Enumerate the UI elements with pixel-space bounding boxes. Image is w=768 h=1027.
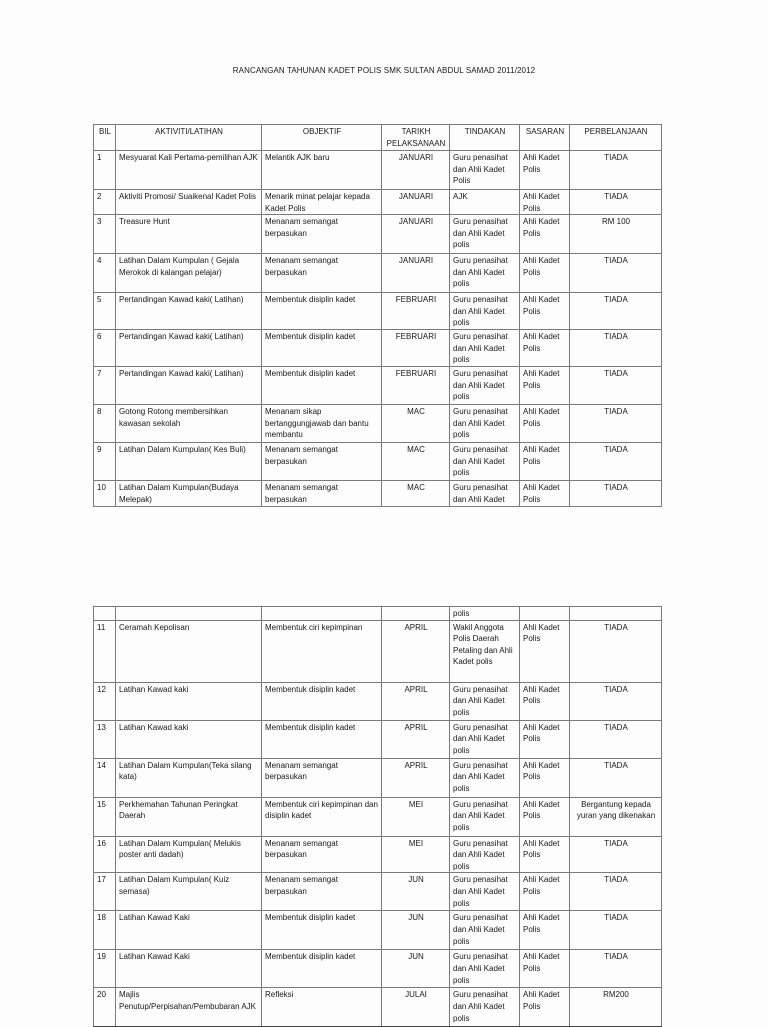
cell-objektif: Membentuk disiplin kadet (262, 911, 382, 950)
carry-sasaran (520, 607, 570, 621)
cell-tindakan: Guru penasihat dan Ahli Kadet polis (450, 873, 520, 911)
cell-aktiviti: Pertandingan Kawad kaki( Latihan) (116, 293, 262, 330)
cell-objektif: Membentuk disiplin kadet (262, 950, 382, 988)
cell-bil: 12 (94, 682, 116, 720)
cell-bil: 3 (94, 215, 116, 254)
cell-aktiviti: Latihan Dalam Kumpulan ( Gejala Merokok di kalangan pelajar) (116, 254, 262, 293)
cell-aktiviti: Latihan Dalam Kumpulan( Kuiz semasa) (116, 873, 262, 911)
cell-tindakan: Guru penasihat dan Ahli Kadet polis (450, 215, 520, 254)
cell-tarikh: MEI (382, 797, 450, 836)
cell-bil: 7 (94, 367, 116, 405)
cell-tindakan: Guru penasihat dan Ahli Kadet polis (450, 405, 520, 443)
table-row (94, 215, 662, 254)
cell-objektif: Menanam semangat berpasukan (262, 481, 382, 507)
cell-tarikh: FEBRUARI (382, 293, 450, 330)
document-title: RANCANGAN TAHUNAN KADET POLIS SMK SULTAN ABDUL SAMAD 2011/2012 (232, 66, 536, 75)
cell-perbelanjaan: TIADA (570, 836, 662, 873)
cell-tarikh: APRIL (382, 758, 450, 797)
header-objektif: OBJEKTIF (262, 125, 382, 151)
cell-bil: 5 (94, 293, 116, 330)
plan-table-part-1 (93, 124, 662, 507)
cell-tarikh: JANUARI (382, 215, 450, 254)
table-row (94, 405, 662, 443)
table-row (94, 682, 662, 720)
cell-aktiviti: Latihan Dalam Kumpulan(Budaya Melepak) (116, 481, 262, 507)
cell-objektif: Refleksi (262, 988, 382, 1027)
cell-sasaran: Ahli Kadet Polis (520, 950, 570, 988)
cell-sasaran: Ahli Kadet Polis (520, 911, 570, 950)
table-row (94, 330, 662, 367)
cell-tindakan: Guru penasihat dan Ahli Kadet polis (450, 293, 520, 330)
table-row (94, 836, 662, 873)
cell-tindakan: Guru penasihat dan Ahli Kadet polis (450, 367, 520, 405)
cell-tarikh: JULAI (382, 988, 450, 1027)
cell-tarikh: MAC (382, 405, 450, 443)
table-row (94, 190, 662, 215)
cell-sasaran: Ahli Kadet Polis (520, 758, 570, 797)
cell-perbelanjaan: TIADA (570, 911, 662, 950)
table-row (94, 988, 662, 1027)
cell-tarikh: FEBRUARI (382, 330, 450, 367)
carry-over-row (94, 607, 662, 621)
cell-aktiviti: Pertandingan Kawad kaki( Latihan) (116, 330, 262, 367)
cell-bil: 1 (94, 151, 116, 190)
cell-bil: 6 (94, 330, 116, 367)
cell-sasaran: Ahli Kadet Polis (520, 293, 570, 330)
cell-perbelanjaan: TIADA (570, 720, 662, 758)
cell-perbelanjaan: TIADA (570, 620, 662, 682)
cell-perbelanjaan: Bergantung kepada yuran yang dikenakan (570, 797, 662, 836)
carry-tindakan: polis (450, 607, 520, 621)
cell-aktiviti: Latihan Kawad Kaki (116, 950, 262, 988)
cell-objektif: Menanam semangat berpasukan (262, 758, 382, 797)
header-aktiviti: AKTIVITI/LATIHAN (116, 125, 262, 151)
cell-objektif: Membentuk ciri kepimpinan (262, 620, 382, 682)
cell-tarikh: JANUARI (382, 151, 450, 190)
cell-bil: 19 (94, 950, 116, 988)
cell-sasaran: Ahli Kadet Polis (520, 988, 570, 1027)
cell-sasaran: Ahli Kadet Polis (520, 443, 570, 481)
cell-perbelanjaan: TIADA (570, 293, 662, 330)
cell-perbelanjaan: RM 100 (570, 215, 662, 254)
cell-tindakan: Guru penasihat dan Ahli Kadet polis (450, 950, 520, 988)
cell-sasaran: Ahli Kadet Polis (520, 151, 570, 190)
cell-bil: 2 (94, 190, 116, 215)
carry-perbelanjaan (570, 607, 662, 621)
cell-objektif: Menanam semangat berpasukan (262, 215, 382, 254)
carry-aktiviti (116, 607, 262, 621)
header-bil: BIL (94, 125, 116, 151)
cell-sasaran: Ahli Kadet Polis (520, 836, 570, 873)
cell-tindakan: Guru penasihat dan Ahli Kadet polis (450, 254, 520, 293)
cell-tindakan: Guru penasihat dan Ahli Kadet polis (450, 758, 520, 797)
cell-tindakan: Guru penasihat dan Ahli Kadet polis (450, 911, 520, 950)
cell-perbelanjaan: TIADA (570, 254, 662, 293)
cell-tindakan: Guru penasihat dan Ahli Kadet Polis (450, 151, 520, 190)
table-row (94, 911, 662, 950)
cell-tindakan: Guru penasihat dan Ahli Kadet polis (450, 797, 520, 836)
cell-bil: 16 (94, 836, 116, 873)
cell-tarikh: MAC (382, 443, 450, 481)
cell-objektif: Membentuk disiplin kadet (262, 330, 382, 367)
cell-objektif: Menanam sikap bertanggungjawab dan bantu membantu (262, 405, 382, 443)
header-tindakan: TINDAKAN (450, 125, 520, 151)
table-row (94, 620, 662, 682)
cell-aktiviti: Ceramah Kepolisan (116, 620, 262, 682)
cell-aktiviti: Latihan Dalam Kumpulan( Kes Buli) (116, 443, 262, 481)
table-row (94, 481, 662, 507)
cell-tindakan: AJK (450, 190, 520, 215)
table-row (94, 797, 662, 836)
cell-objektif: Menanam semangat berpasukan (262, 443, 382, 481)
cell-tindakan: Guru penasihat dan Ahli Kadet (450, 481, 520, 507)
cell-tarikh: MEI (382, 836, 450, 873)
table-row (94, 443, 662, 481)
table-row (94, 367, 662, 405)
cell-bil: 11 (94, 620, 116, 682)
cell-bil: 18 (94, 911, 116, 950)
cell-tarikh: APRIL (382, 682, 450, 720)
cell-objektif: Membentuk disiplin kadet (262, 682, 382, 720)
cell-perbelanjaan: TIADA (570, 481, 662, 507)
cell-sasaran: Ahli Kadet Polis (520, 682, 570, 720)
table-row (94, 873, 662, 911)
cell-bil: 14 (94, 758, 116, 797)
cell-perbelanjaan: TIADA (570, 682, 662, 720)
cell-objektif: Membentuk disiplin kadet (262, 367, 382, 405)
cell-sasaran: Ahli Kadet Polis (520, 620, 570, 682)
table-row (94, 950, 662, 988)
cell-aktiviti: Latihan Kawad kaki (116, 720, 262, 758)
cell-aktiviti: Latihan Dalam Kumpulan(Teka silang kata) (116, 758, 262, 797)
cell-aktiviti: Gotong Rotong membersihkan kawasan sekolah (116, 405, 262, 443)
cell-bil: 17 (94, 873, 116, 911)
cell-perbelanjaan: TIADA (570, 190, 662, 215)
cell-tarikh: APRIL (382, 720, 450, 758)
cell-sasaran: Ahli Kadet Polis (520, 330, 570, 367)
cell-sasaran: Ahli Kadet Polis (520, 367, 570, 405)
header-row (94, 125, 662, 151)
cell-aktiviti: Latihan Kawad Kaki (116, 911, 262, 950)
header-sasaran: SASARAN (520, 125, 570, 151)
cell-bil: 20 (94, 988, 116, 1027)
cell-perbelanjaan: TIADA (570, 367, 662, 405)
header-perbelanjaan: PERBELANJAAN (570, 125, 662, 151)
cell-tarikh: JANUARI (382, 190, 450, 215)
cell-bil: 15 (94, 797, 116, 836)
carry-objektif (262, 607, 382, 621)
cell-sasaran: Ahli Kadet Polis (520, 254, 570, 293)
table-row (94, 293, 662, 330)
cell-bil: 13 (94, 720, 116, 758)
cell-aktiviti: Latihan Dalam Kumpulan( Melukis poster anti dadah) (116, 836, 262, 873)
cell-sasaran: Ahli Kadet Polis (520, 405, 570, 443)
cell-aktiviti: Pertandingan Kawad kaki( Latihan) (116, 367, 262, 405)
cell-tindakan: Guru penasihat dan Ahli Kadet polis (450, 443, 520, 481)
cell-aktiviti: Aktiviti Promosi/ Suaikenal Kadet Polis (116, 190, 262, 215)
cell-tarikh: JUN (382, 873, 450, 911)
cell-objektif: Membentuk ciri kepimpinan dan disiplin kadet (262, 797, 382, 836)
cell-bil: 10 (94, 481, 116, 507)
cell-sasaran: Ahli Kadet Polis (520, 481, 570, 507)
cell-bil: 8 (94, 405, 116, 443)
cell-tindakan: Wakil Anggota Polis Daerah Petaling dan Ahli Kadet polis (450, 620, 520, 682)
cell-tarikh: JANUARI (382, 254, 450, 293)
plan-table-part-2 (93, 606, 662, 1027)
cell-sasaran: Ahli Kadet Polis (520, 797, 570, 836)
cell-tindakan: Guru penasihat dan Ahli Kadet polis (450, 836, 520, 873)
header-tarikh: TARIKH PELAKSANAAN (382, 125, 450, 151)
cell-perbelanjaan: TIADA (570, 405, 662, 443)
cell-objektif: Menanam semangat berpasukan (262, 836, 382, 873)
cell-perbelanjaan: TIADA (570, 873, 662, 911)
cell-perbelanjaan: RM200 (570, 988, 662, 1027)
cell-perbelanjaan: TIADA (570, 758, 662, 797)
cell-tarikh: FEBRUARI (382, 367, 450, 405)
cell-tarikh: APRIL (382, 620, 450, 682)
cell-tindakan: Guru penasihat dan Ahli Kadet polis (450, 330, 520, 367)
cell-bil: 4 (94, 254, 116, 293)
cell-tarikh: JUN (382, 911, 450, 950)
cell-aktiviti: Majlis Penutup/Perpisahan/Pembubaran AJK (116, 988, 262, 1027)
cell-objektif: Menanam semangat berpasukan (262, 873, 382, 911)
cell-sasaran: Ahli Kadet Polis (520, 215, 570, 254)
cell-aktiviti: Mesyuarat Kali Pertama-pemilihan AJK (116, 151, 262, 190)
cell-sasaran: Ahli Kadet Polis (520, 720, 570, 758)
cell-aktiviti: Treasure Hunt (116, 215, 262, 254)
cell-tindakan: Guru penasihat dan Ahli Kadet polis (450, 720, 520, 758)
cell-aktiviti: Latihan Kawad kaki (116, 682, 262, 720)
cell-tindakan: Guru penasihat dan Ahli Kadet polis (450, 682, 520, 720)
cell-perbelanjaan: TIADA (570, 151, 662, 190)
table-row (94, 254, 662, 293)
cell-objektif: Membentuk disiplin kadet (262, 720, 382, 758)
cell-perbelanjaan: TIADA (570, 330, 662, 367)
table-row (94, 758, 662, 797)
cell-tindakan: Guru penasihat dan Ahli Kadet polis (450, 988, 520, 1027)
cell-perbelanjaan: TIADA (570, 443, 662, 481)
cell-objektif: Membentuk disiplin kadet (262, 293, 382, 330)
cell-sasaran: Ahli Kadet Polis (520, 190, 570, 215)
cell-aktiviti: Perkhemahan Tahunan Peringkat Daerah (116, 797, 262, 836)
cell-objektif: Melantik AJK baru (262, 151, 382, 190)
table-row (94, 151, 662, 190)
carry-tarikh (382, 607, 450, 621)
cell-bil: 9 (94, 443, 116, 481)
cell-tarikh: JUN (382, 950, 450, 988)
table-row (94, 720, 662, 758)
cell-sasaran: Ahli Kadet Polis (520, 873, 570, 911)
carry-bil (94, 607, 116, 621)
cell-perbelanjaan: TIADA (570, 950, 662, 988)
cell-objektif: Menanam semangat berpasukan (262, 254, 382, 293)
cell-tarikh: MAC (382, 481, 450, 507)
cell-objektif: Menarik minat pelajar kepada Kadet Polis (262, 190, 382, 215)
